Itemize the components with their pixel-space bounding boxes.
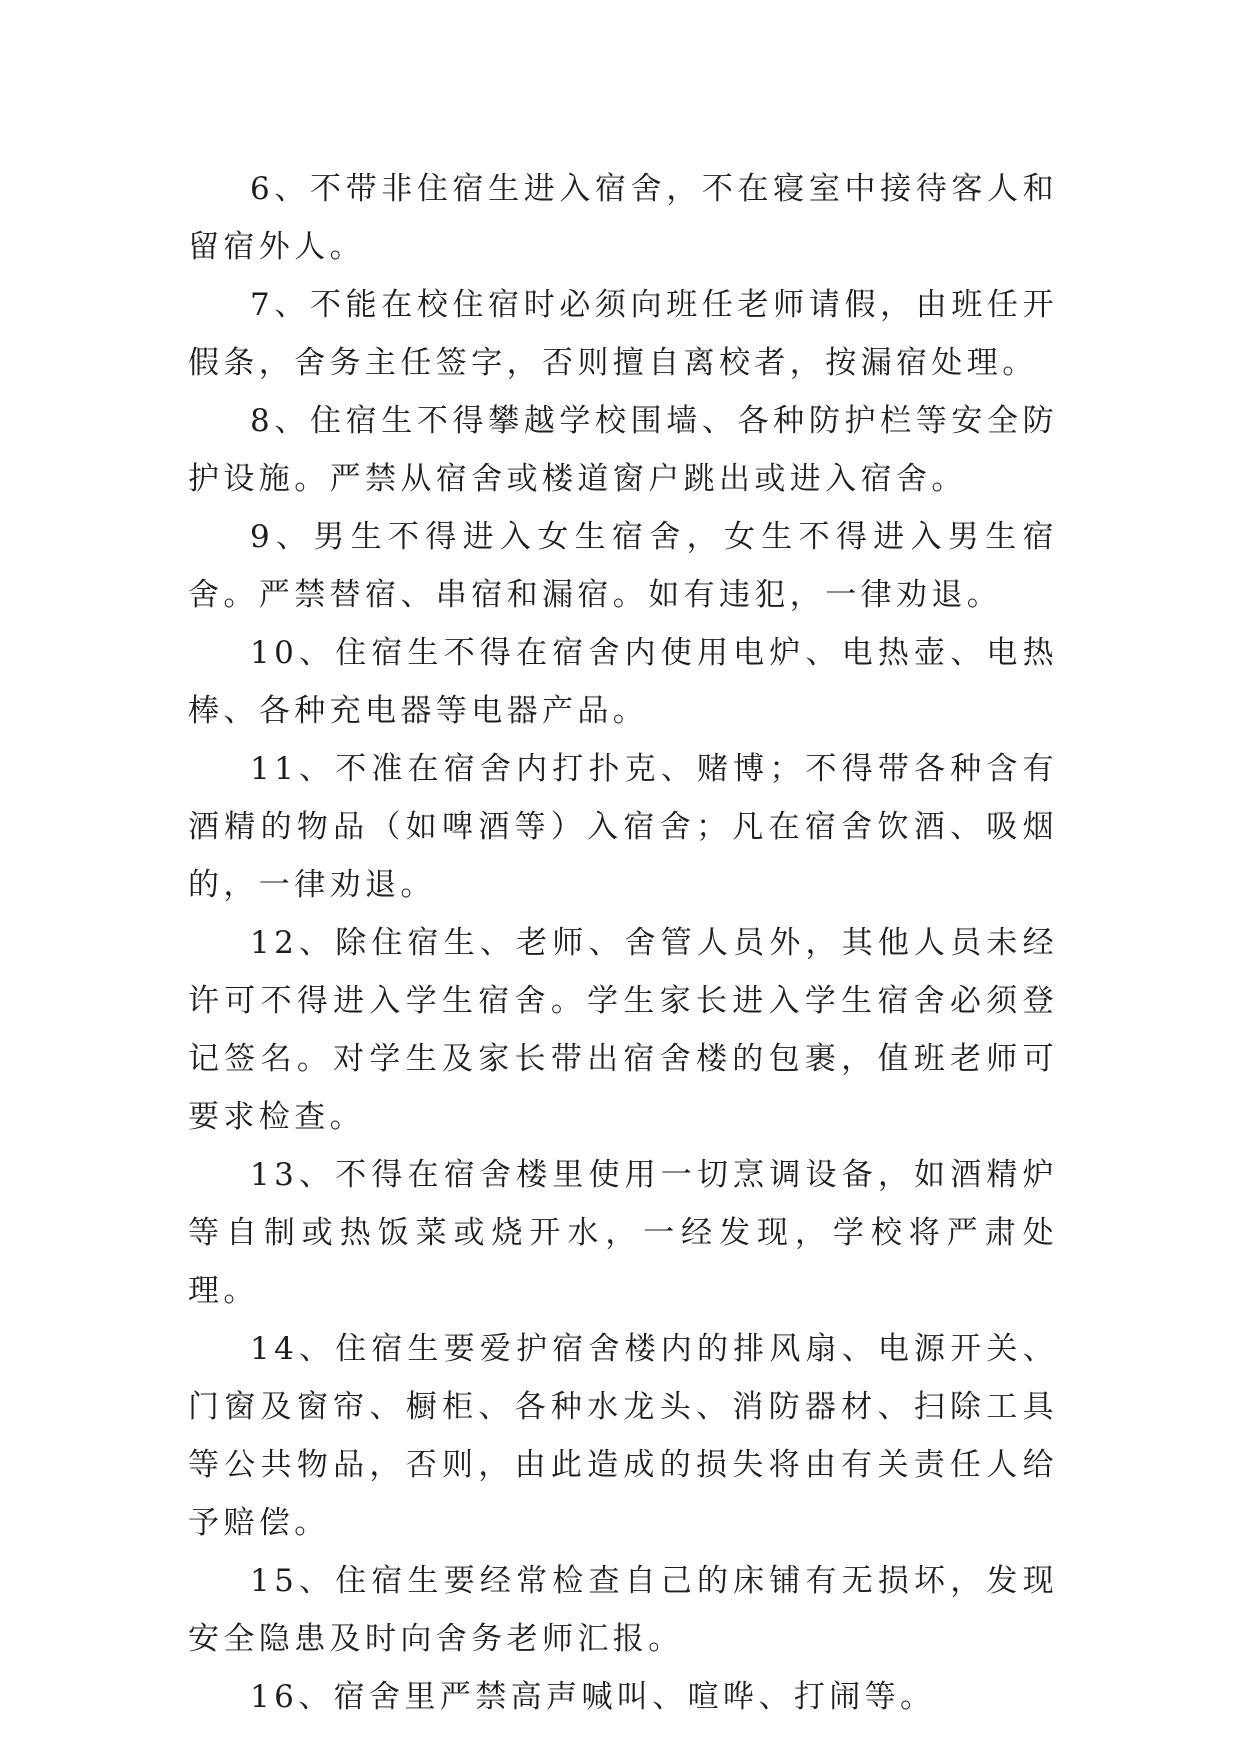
rule-12: 12、除住宿生、老师、舍管人员外，其他人员未经许可不得进入学生宿舍。学生家长进入学生宿舍必须登记签名。对学生及家长带出宿舍楼的包裹，值班老师可要求检查。	[188, 925, 1058, 1135]
rule-9: 9、男生不得进入女生宿舍，女生不得进入男生宿舍。严禁替宿、串宿和漏宿。如有违犯，一律劝退。	[188, 519, 1058, 613]
rule-10: 10、住宿生不得在宿舍内使用电炉、电热壶、电热棒、各种充电器等电器产品。	[188, 635, 1058, 729]
rule-16: 16、宿舍里严禁高声喊叫、喧哗、打闹等。	[250, 1679, 936, 1715]
rule-8: 8、住宿生不得攀越学校围墙、各种防护栏等安全防护设施。严禁从宿舍或楼道窗户跳出或进入宿舍。	[188, 403, 1058, 497]
rule-14: 14、住宿生要爱护宿舍楼内的排风扇、电源开关、门窗及窗帘、橱柜、各种水龙头、消防器材、扫除工具等公共物品，否则，由此造成的损失将由有关责任人给予赔偿。	[188, 1331, 1058, 1541]
rule-15: 15、住宿生要经常检查自己的床铺有无损坏，发现安全隐患及时向舍务老师汇报。	[188, 1563, 1058, 1657]
document-body	[188, 160, 1058, 1726]
rule-13: 13、不得在宿舍楼里使用一切烹调设备，如酒精炉等自制或热饭菜或烧开水，一经发现，学校将严肃处理。	[188, 1157, 1058, 1309]
rule-6: 6、不带非住宿生进入宿舍，不在寝室中接待客人和留宿外人。	[188, 171, 1058, 265]
rule-7: 7、不能在校住宿时必须向班任老师请假，由班任开假条，舍务主任签字，否则擅自离校者，按漏宿处理。	[188, 287, 1058, 381]
rule-11: 11、不准在宿舍内打扑克、赌博；不得带各种含有酒精的物品（如啤酒等）入宿舍；凡在宿舍饮酒、吸烟的，一律劝退。	[188, 751, 1058, 903]
